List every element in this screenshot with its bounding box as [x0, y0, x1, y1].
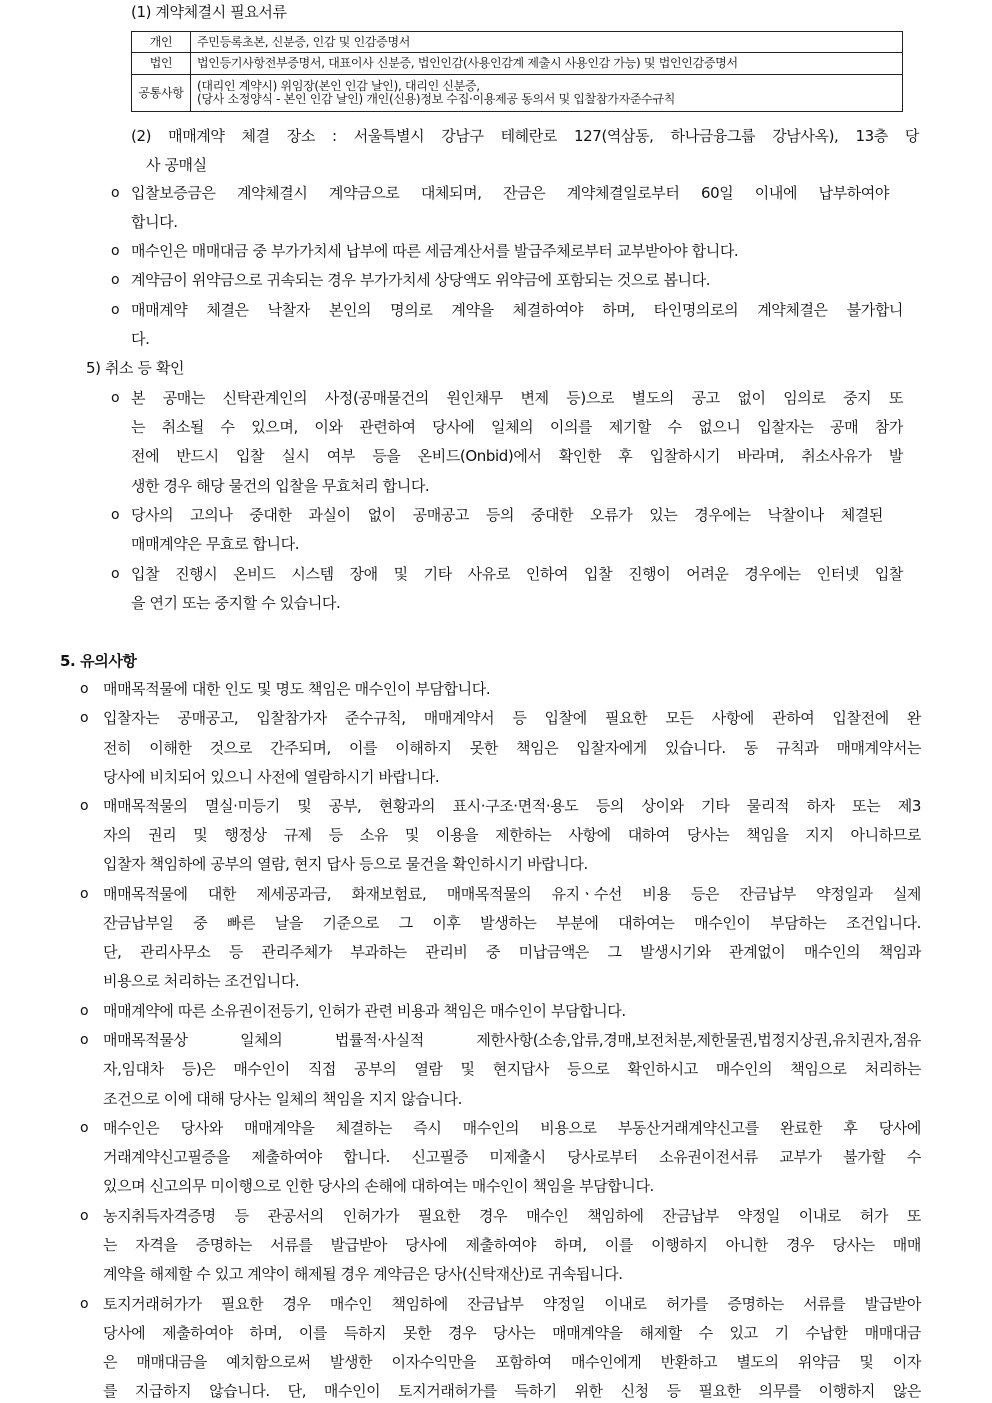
contract-place-line: (2) 매매계약 체결 장소 : 서울특별시 강남구 테헤란로 127(역삼동, 하나금융그룹 강남사옥), 13층 당: [131, 127, 919, 145]
table-cell-documents: [191, 75, 903, 112]
list-item-line: 는 취소될 수 있으며, 이와 관련하여 당사에 일체의 이의를 제기할 수 없으니 입찰자는 공매 참가: [131, 418, 903, 436]
table-row: [132, 75, 903, 112]
bullet-icon: o: [111, 243, 120, 259]
bullet-icon: o: [111, 566, 120, 582]
list-item-line: 자,임대차 등)은 매수인이 직접 공부의 열람 및 현지답사 등으로 확인하시고 매수인의 책임으로 처리하는: [103, 1060, 921, 1078]
table-row: [132, 32, 903, 53]
table-cell-category: 개인: [132, 32, 191, 53]
bullet-icon: o: [111, 302, 120, 318]
bullet-icon: o: [80, 1032, 89, 1048]
bullet-icon: o: [80, 1296, 89, 1312]
list-item-line: 생한 경우 해당 물건의 입찰을 무효처리 합니다.: [131, 477, 430, 495]
list-item-line: 계약금이 위약금으로 귀속되는 경우 부가가치세 상당액도 위약금에 포함되는 것으로 봅니다.: [131, 271, 711, 289]
table-cell-line: (당사 소정양식 - 본인 인감 날인) 개인(신용)정보 수집·이용제공 동의서 및 입찰참가자준수규칙: [197, 92, 676, 106]
list-item-line: 전히 이해한 것으로 간주되며, 이를 이해하지 못한 책임은 입찰자에게 있습니다. 동 규칙과 매매계약서는: [103, 739, 921, 757]
required-documents-table: [131, 31, 903, 112]
bullet-icon: o: [80, 710, 89, 726]
list-item-line: 입찰자 책임하에 공부의 열람, 현지 답사 등으로 물건을 확인하시기 바랍니다.: [103, 855, 588, 873]
list-item-line: 는 자격을 증명하는 서류를 발급받아 당사에 제출하여야 하며, 이를 이행하지 아니한 경우 당사는 매매: [103, 1236, 921, 1254]
list-item-line: 당사에 비치되어 있으니 사전에 열람하시기 바랍니다.: [103, 768, 440, 786]
bullet-icon: o: [80, 1120, 89, 1136]
table-cell-documents: 법인등기사항전부증명서, 대표이사 신분증, 법인인감(사용인감계 제출시 사용인감 가능) 및 법인인감증명서: [191, 53, 903, 75]
list-item-line: 단, 관리사무소 등 관리주체가 부과하는 관리비 중 미납금액은 그 발생시기와 관계없이 매수인의 책임과: [103, 943, 921, 961]
list-item-line: 매매목적물에 대한 인도 및 명도 책임은 매수인이 부담합니다.: [103, 680, 491, 698]
table-cell-category: 공통사항: [132, 75, 191, 112]
list-item-line: 거래계약신고필증을 제출하여야 합니다. 신고필증 미제출시 당사로부터 소유권이전서류 교부가 불가할 수: [103, 1148, 921, 1166]
list-item-line: 을 연기 또는 중지할 수 있습니다.: [131, 594, 341, 612]
list-item-line: 매매목적물의 멸실·미등기 및 공부, 현황과의 표시·구조·면적·용도 등의 상이와 기타 물리적 하자 또는 제3: [103, 797, 921, 815]
list-item-line: 매매계약은 무효로 합니다.: [131, 535, 300, 553]
list-item-line: 잔금납부일 중 빠른 날을 기준으로 그 이후 발생하는 부분에 대하여는 매수인이 부담하는 조건입니다.: [103, 914, 921, 932]
bullet-icon: o: [80, 681, 89, 697]
list-item-line: 본 공매는 신탁관계인의 사정(공매물건의 원인채무 변제 등)으로 별도의 공고 없이 임의로 중지 또: [131, 389, 903, 407]
bullet-icon: o: [111, 185, 120, 201]
bullet-icon: o: [80, 886, 89, 902]
contract-place-line: 사 공매실: [146, 156, 207, 174]
list-item-line: 다.: [131, 330, 150, 348]
list-item-line: 매매목적물에 대한 제세공과금, 화재보험료, 매매목적물의 유지ㆍ수선 비용 등은 잔금납부 약정일과 실제: [103, 885, 921, 903]
bullet-icon: o: [111, 390, 120, 406]
table-cell-documents: 주민등록초본, 신분증, 인감 및 인감증명서: [191, 32, 903, 53]
list-item-line: 있으며 신고의무 미이행으로 인한 당사의 손해에 대하여는 매수인이 책임을 부담합니다.: [103, 1177, 654, 1195]
bullet-icon: o: [80, 798, 89, 814]
list-item-line: 매매목적물상 일체의 법률적·사실적 제한사항(소송,압류,경매,보전처분,제한물권,법정지상권,유치권자,점유: [103, 1031, 921, 1049]
list-item-line: 조건으로 이에 대해 당사는 일체의 책임을 지지 않습니다.: [103, 1090, 463, 1108]
contract-documents-title: (1) 계약체결시 필요서류: [131, 3, 287, 21]
list-item-line: 입찰자는 공매공고, 입찰참가자 준수규칙, 매매계약서 등 입찰에 필요한 모든 사항에 관하여 입찰전에 완: [103, 709, 921, 727]
bullet-icon: o: [80, 1003, 89, 1019]
table-cell-category: 법인: [132, 53, 191, 75]
list-item-line: 농지취득자격증명 등 관공서의 인허가가 필요한 경우 매수인 책임하에 잔금납부 약정일 이내로 허가 또: [103, 1207, 921, 1225]
cancellation-heading: 5) 취소 등 확인: [86, 359, 185, 377]
bullet-icon: o: [111, 507, 120, 523]
list-item-line: 입찰보증금은 계약체결시 계약금으로 대체되며, 잔금은 계약체결일로부터 60일 이내에 납부하여야: [131, 184, 889, 202]
list-item-line: 당사의 고의나 중대한 과실이 없이 공매공고 등의 중대한 오류가 있는 경우에는 낙찰이나 체결된: [131, 506, 883, 524]
table-row: [132, 53, 903, 75]
list-item-line: 자의 권리 및 행정상 규제 등 소유 및 이용을 제한하는 사항에 대하여 당사는 책임을 지지 아니하므로: [103, 826, 921, 844]
list-item-line: 매수인은 매매대금 중 부가가치세 납부에 따른 세금계산서를 발급주체로부터 교부받아야 합니다.: [131, 242, 739, 260]
table-cell-line: (대리인 계약시) 위임장(본인 인감 날인), 대리인 신분증,: [197, 79, 480, 93]
list-item-line: 토지거래허가가 필요한 경우 매수인 책임하에 잔금납부 약정일 이내로 허가를 증명하는 서류를 발급받아: [103, 1295, 921, 1313]
list-item-line: 비용으로 처리하는 조건입니다.: [103, 972, 300, 990]
list-item-line: 매매계약에 따른 소유권이전등기, 인허가 관련 비용과 책임은 매수인이 부담합니다.: [103, 1002, 626, 1020]
list-item-line: 매수인은 당사와 매매계약을 체결하는 즉시 매수인의 비용으로 부동산거래계약신고를 완료한 후 당사에: [103, 1119, 921, 1137]
list-item-line: 입찰 진행시 온비드 시스템 장애 및 기타 사유로 인하여 입찰 진행이 어려운 경우에는 인터넷 입찰: [131, 565, 903, 583]
precautions-heading: 5. 유의사항: [60, 652, 137, 670]
bullet-icon: o: [111, 272, 120, 288]
list-item-line: 합니다.: [131, 213, 178, 231]
list-item-line: 매매계약 체결은 낙찰자 본인의 명의로 계약을 체결하여야 하며, 타인명의로의 계약체결은 불가합니: [131, 301, 903, 319]
list-item-line: 계약을 해제할 수 있고 계약이 해제될 경우 계약금은 당사(신탁재산)로 귀속됩니다.: [103, 1265, 623, 1283]
list-item-line: 당사에 제출하여야 하며, 이를 득하지 못한 경우 당사는 매매계약을 해제할 수 있고 기 수납한 매매대금: [103, 1324, 921, 1342]
list-item-line: 를 지급하지 않습니다. 단, 매수인이 토지거래허가를 득하기 위한 신청 등 필요한 의무를 이행하지 않은: [103, 1382, 921, 1400]
bullet-icon: o: [80, 1208, 89, 1224]
list-item-line: 전에 반드시 입찰 실시 여부 등을 온비드(Onbid)에서 확인한 후 입찰하시기 바라며, 취소사유가 발: [131, 447, 903, 465]
list-item-line: 은 매매대금을 예치함으로써 발생한 이자수익만을 포함하여 매수인에게 반환하고 별도의 위약금 및 이자: [103, 1353, 921, 1371]
